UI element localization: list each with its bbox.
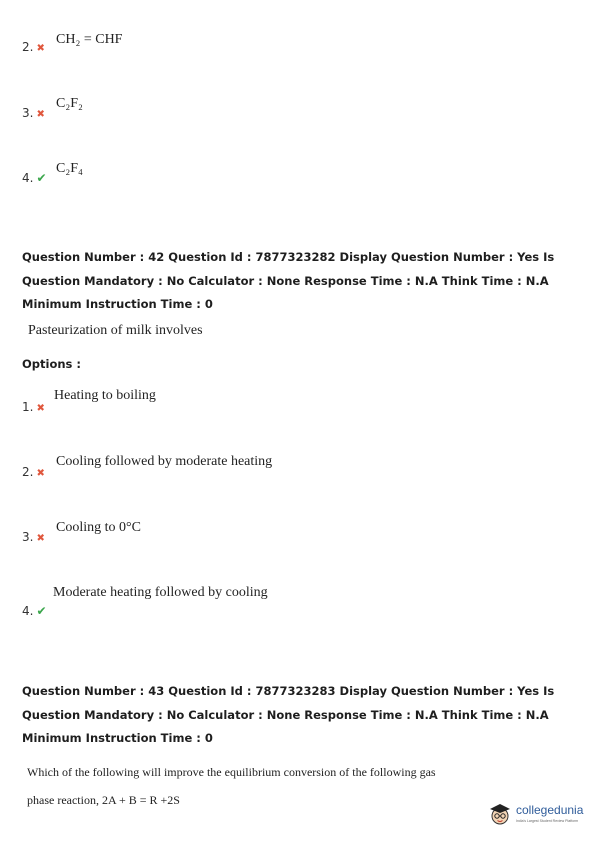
option-text: Moderate heating followed by cooling bbox=[53, 585, 268, 600]
question-43-meta: Question Number : 43 Question Id : 7877323283 Display Question Number : Yes Is Question Mandatory : No Calculator : None Response Time : N.A Think Time : N.A Minimum Instruction Time : 0 bbox=[22, 684, 555, 745]
check-icon: ✔ bbox=[36, 171, 47, 185]
option-text: C₂F₂ bbox=[56, 96, 83, 111]
wrong-icon: ✖ bbox=[36, 109, 45, 120]
option-text: Heating to boiling bbox=[54, 388, 156, 403]
option-number: 2. ✖ bbox=[22, 465, 45, 479]
option-number: 3. ✖ bbox=[22, 106, 45, 120]
option-number: 2. ✖ bbox=[22, 40, 45, 54]
mascot-icon bbox=[488, 802, 512, 826]
wrong-icon: ✖ bbox=[36, 403, 45, 414]
option-text: C₂F₄ bbox=[56, 161, 83, 176]
question-43-text-line-1: Which of the following will improve the equilibrium conversion of the following gas bbox=[27, 765, 436, 779]
check-icon: ✔ bbox=[36, 604, 47, 618]
collegedunia-logo bbox=[488, 800, 588, 832]
option-number: 1. ✖ bbox=[22, 400, 45, 414]
option-number: 3. ✖ bbox=[22, 530, 45, 544]
question-42-text: Pasteurization of milk involves bbox=[28, 323, 203, 338]
logo-tagline: India's Largest Student Review Platform bbox=[516, 819, 579, 823]
option-number: 4. ✔ bbox=[22, 604, 47, 618]
logo-name: collegedunia bbox=[516, 803, 584, 817]
wrong-icon: ✖ bbox=[36, 43, 45, 54]
option-text: CH₂ = CHF bbox=[56, 32, 123, 47]
question-42-meta: Question Number : 42 Question Id : 7877323282 Display Question Number : Yes Is Question Mandatory : No Calculator : None Response Time : N.A Think Time : N.A Minimum Instruction Time : 0 bbox=[22, 250, 555, 311]
option-text: Cooling followed by moderate heating bbox=[56, 454, 273, 469]
wrong-icon: ✖ bbox=[36, 468, 45, 479]
wrong-icon: ✖ bbox=[36, 533, 45, 544]
question-43-text-line-2: phase reaction, 2A + B = R +2S bbox=[27, 793, 180, 807]
options-label: Options : bbox=[22, 357, 81, 371]
option-number: 4. ✔ bbox=[22, 171, 47, 185]
option-text: Cooling to 0°C bbox=[56, 520, 141, 535]
